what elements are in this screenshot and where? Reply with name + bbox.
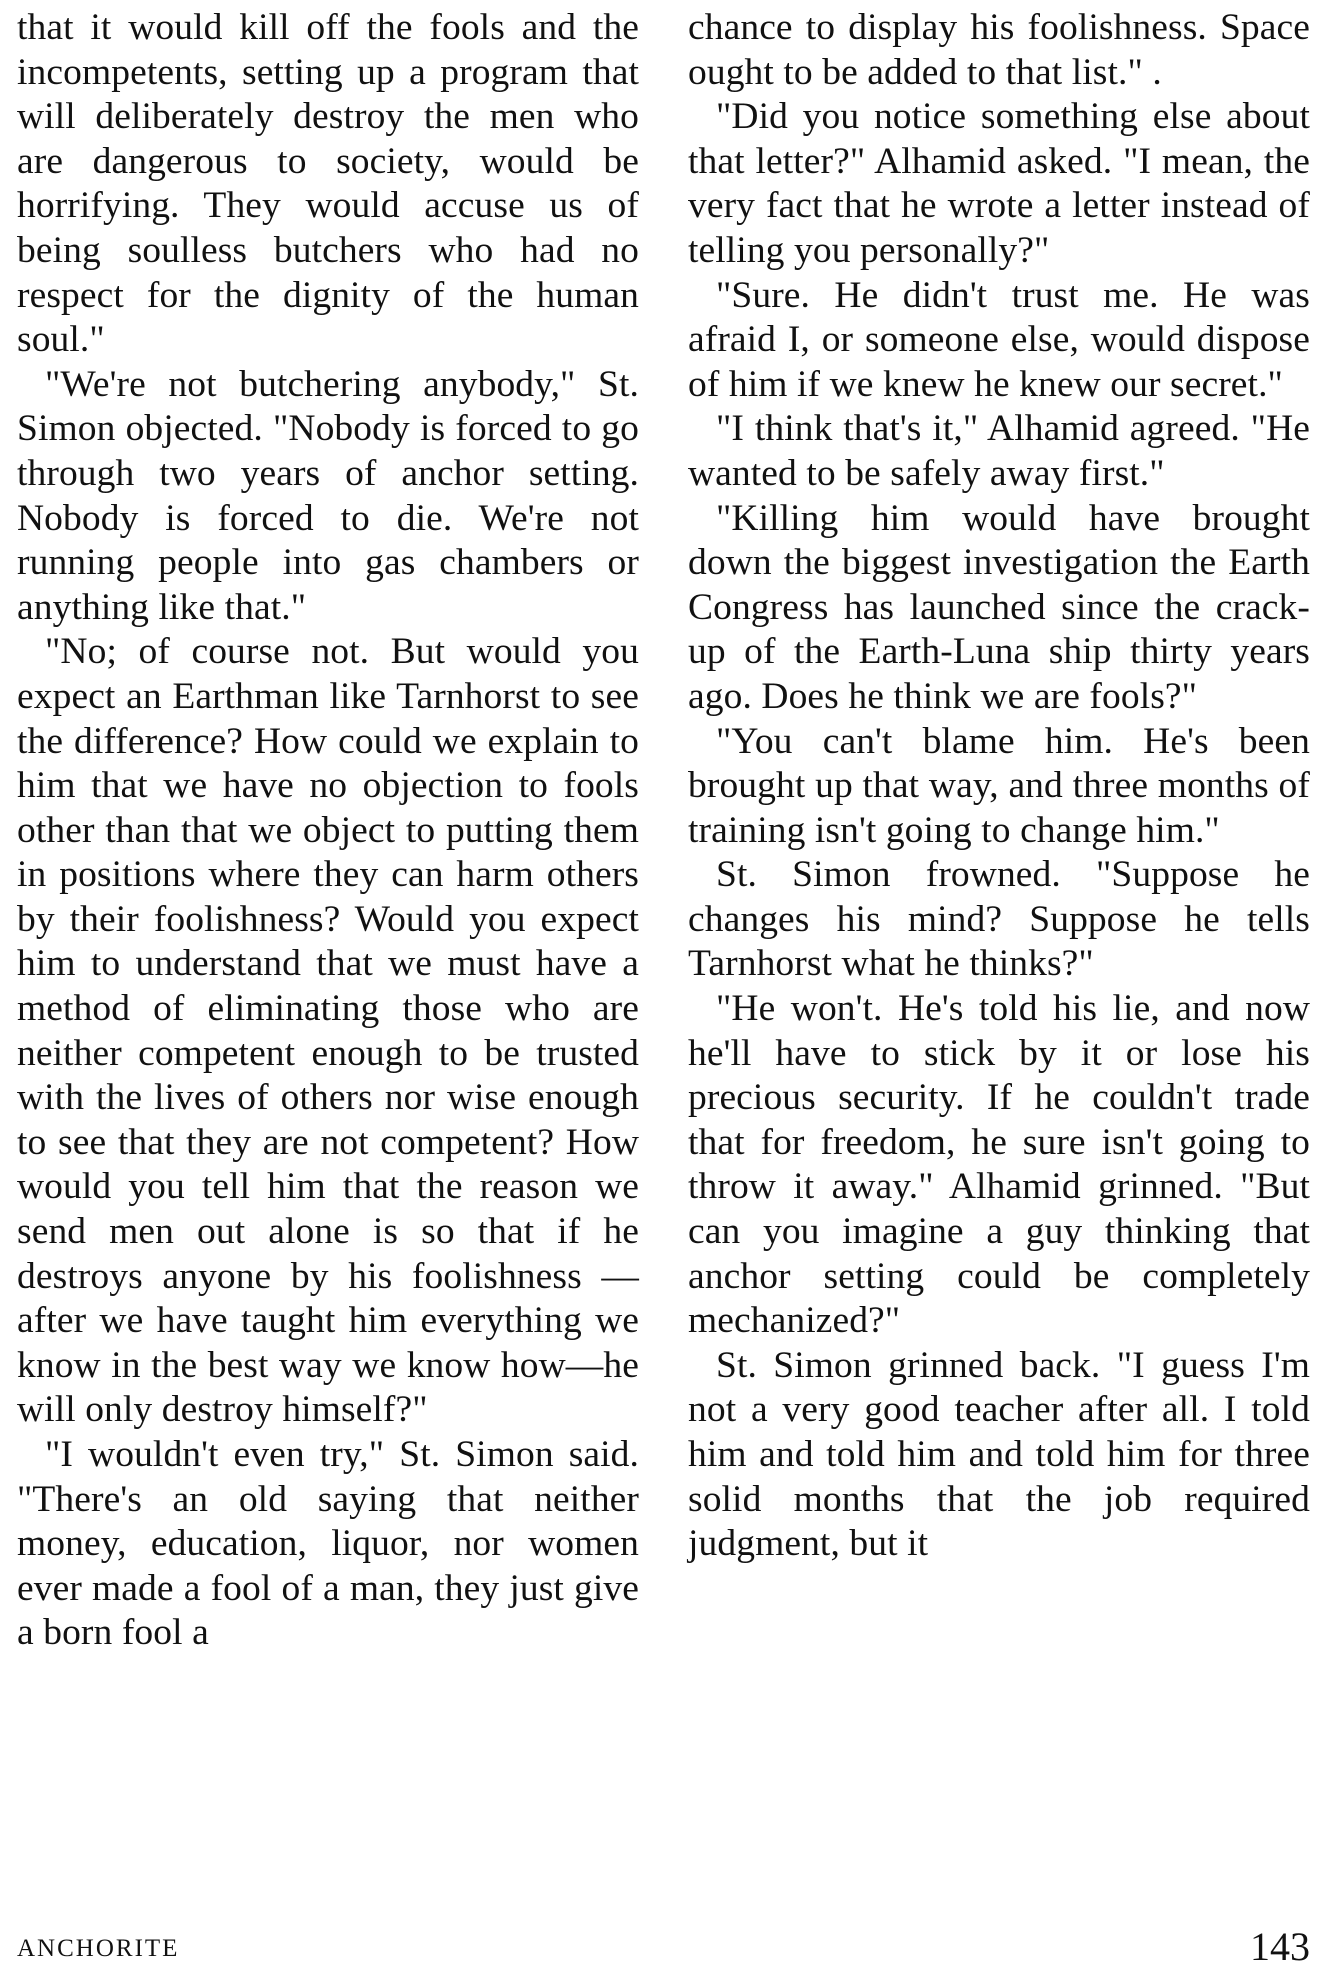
paragraph: "No; of course not. But would you expect an Earthman like Tarnhorst to see the difference? How could we explain to him that we have no objection to fools other than that we object to putting them in positions where they can harm others by their foolishness? Would you expect him to understand that we must have a method of eliminating those who are neither competent enough to be trusted with the lives of others nor wise enough to see that they are not competent? How would you tell him that the reason we send men out alone is so that if he destroys anyone by his foolishness —after we have taught him everything we know in the best way we know how—he will only destroy himself?"	[17, 631, 639, 1431]
paragraph: that it would kill off the fools and the incompetents, setting up a program that will deliberately destroy the men who are dangerous to society, would be horrifying. They would accuse us of being soulless butchers who had no respect for the dignity of the human soul."	[17, 7, 639, 361]
page-number: 143	[1250, 1924, 1310, 1969]
left-text-column	[17, 6, 639, 1656]
right-text-column	[688, 6, 1310, 1567]
paragraph: "You can't blame him. He's been brought up that way, and three months of training isn't going to change him."	[688, 720, 1310, 851]
paragraph: "We're not butchering anybody," St. Simon objected. "Nobody is forced to go through two years of anchor setting. Nobody is forced to die. We're not running people into gas chambers or anything like that."	[17, 363, 639, 628]
paragraph: chance to display his foolishness. Space ought to be added to that list." .	[688, 7, 1310, 93]
paragraph: St. Simon frowned. "Suppose he changes his mind? Suppose he tells Tarnhorst what he thinks?"	[688, 854, 1310, 985]
paragraph: "Killing him would have brought down the biggest investigation the Earth Congress has launched since the crack-up of the Earth-Luna ship thirty years ago. Does he think we are fools?"	[688, 497, 1310, 717]
paragraph: "He won't. He's told his lie, and now he'll have to stick by it or lose his precious security. If he couldn't trade that for freedom, he sure isn't going to throw it away." Alhamid grinned. "But can you imagine a guy thinking that anchor setting could be completely mechanized?"	[688, 988, 1310, 1342]
paragraph: "I wouldn't even try," St. Simon said. "There's an old saying that neither money, education, liquor, nor women ever made a fool of a man, they just give a born fool a	[17, 1434, 639, 1654]
running-title: ANCHORITE	[17, 1935, 180, 1962]
paragraph: St. Simon grinned back. "I guess I'm not a very good teacher after all. I told him and told him and told him for three solid months that the job required judgment, but it	[688, 1344, 1310, 1565]
paragraph: "Did you notice something else about that letter?" Alhamid asked. "I mean, the very fact that he wrote a letter instead of telling you personally?"	[688, 96, 1310, 271]
paragraph: "I think that's it," Alhamid agreed. "He wanted to be safely away first."	[688, 408, 1310, 494]
paragraph: "Sure. He didn't trust me. He was afraid I, or someone else, would dispose of him if we knew he knew our secret."	[688, 274, 1310, 405]
